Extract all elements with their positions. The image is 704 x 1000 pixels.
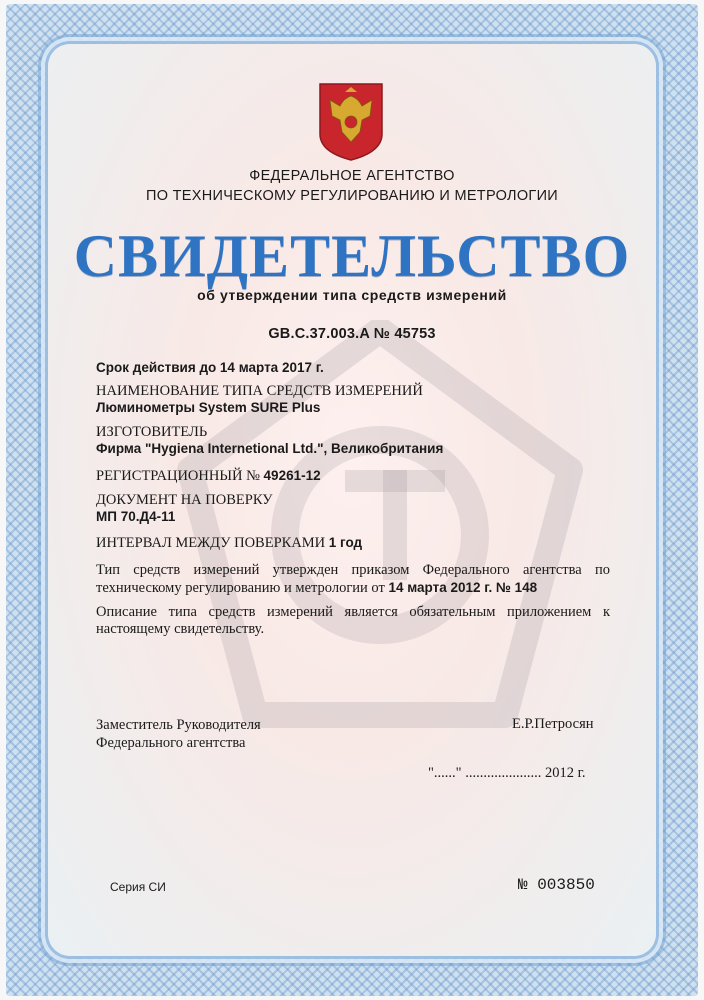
interval-label: ИНТЕРВАЛ МЕЖДУ ПОВЕРКАМИ bbox=[96, 535, 326, 551]
manufacturer-block bbox=[96, 424, 443, 456]
russian-coat-of-arms-icon bbox=[318, 82, 384, 162]
type-name-block bbox=[96, 383, 423, 415]
manufacturer-value: Фирма "Hygiena Internetional Ltd.", Великобритания bbox=[96, 441, 444, 456]
validity-label: Срок действия до bbox=[96, 360, 217, 375]
serial-number: № 003850 bbox=[518, 876, 595, 894]
interval-row bbox=[96, 535, 362, 552]
approval-number: 148 bbox=[514, 580, 538, 595]
agency-name bbox=[0, 166, 704, 206]
position-line-2: Федерального агентства bbox=[96, 735, 246, 751]
type-name-label: НАИМЕНОВАНИЕ ТИПА СРЕДСТВ ИЗМЕРЕНИЙ bbox=[96, 383, 423, 399]
certificate-title: СВИДЕТЕЛЬСТВО bbox=[73, 223, 631, 289]
description-note: Описание типа средств измерений является обязательным приложением к настоящему свидетельству. bbox=[96, 604, 610, 637]
interval-value: 1 год bbox=[328, 535, 363, 550]
verification-doc-value: МП 70.Д4-11 bbox=[96, 509, 176, 524]
series-label: Серия СИ bbox=[110, 880, 166, 894]
approval-number-prefix: № bbox=[495, 580, 511, 595]
approval-paragraph bbox=[96, 562, 610, 597]
registration-value: 49261-12 bbox=[263, 468, 321, 483]
validity-value: 14 марта 2017 г. bbox=[219, 360, 324, 375]
signatory-name: Е.Р.Петросян bbox=[512, 716, 594, 732]
agency-line-2: ПО ТЕХНИЧЕСКОМУ РЕГУЛИРОВАНИЮ И МЕТРОЛОГИИ bbox=[145, 188, 559, 204]
signature-date-line: "......" ..................... 2012 г. bbox=[428, 765, 586, 781]
approval-text: Тип средств измерений утвержден приказом Федерального агентства по техническому регулированию и метрологии от bbox=[96, 562, 610, 596]
registration-label: РЕГИСТРАЦИОННЫЙ № bbox=[96, 468, 260, 484]
registration-row bbox=[96, 468, 321, 485]
type-name-value: Люминометры System SURE Plus bbox=[96, 400, 321, 415]
agency-line-1: ФЕДЕРАЛЬНОЕ АГЕНТСТВО bbox=[249, 168, 455, 184]
manufacturer-label: ИЗГОТОВИТЕЛЬ bbox=[96, 424, 208, 440]
certificate-subtitle: об утверждении типа средств измерений bbox=[197, 287, 507, 303]
validity-row bbox=[96, 360, 324, 377]
position-line-1: Заместитель Руководителя bbox=[96, 717, 261, 733]
verification-doc-label: ДОКУМЕНТ НА ПОВЕРКУ bbox=[96, 492, 273, 508]
approval-date: 14 марта 2012 г. bbox=[388, 580, 493, 595]
certificate-reg-number: GB.C.37.003.A № 45753 bbox=[268, 326, 436, 342]
signatory-position bbox=[96, 716, 261, 752]
verification-doc-block bbox=[96, 492, 272, 524]
